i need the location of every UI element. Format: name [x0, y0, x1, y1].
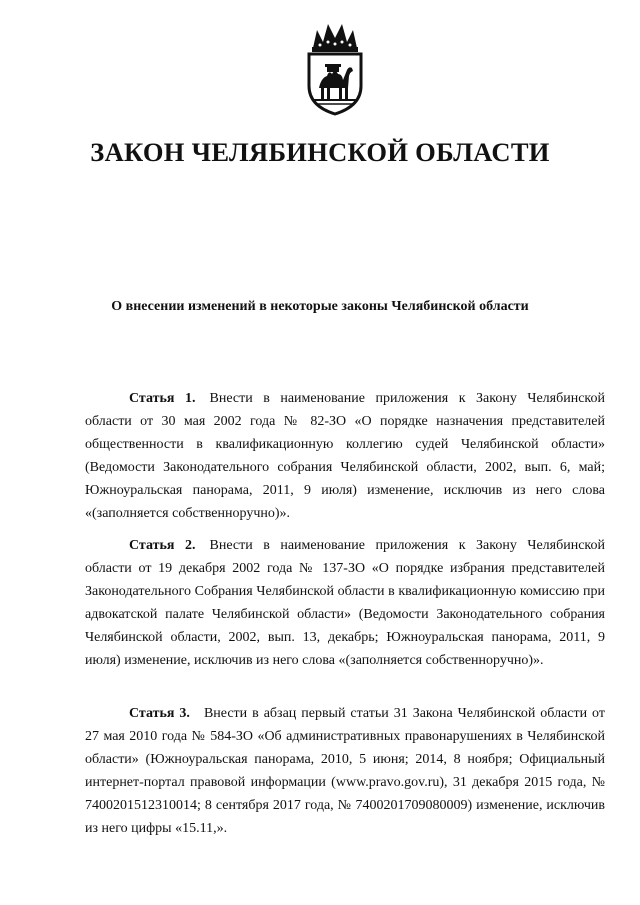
- article-1-label: Статья 1.: [129, 391, 196, 406]
- law-subtitle: О внесении изменений в некоторые законы Челябинской области: [111, 299, 529, 314]
- article-2-text: Внести в наименование приложения к Закону Челябинской области от 19 декабря 2002 года № 137-ЗО «О порядке избрания представителей Законодательного Собрания Челябинской области в квалификационную комиссию при адвокатской палате Челябинской области» (Ведомости Законодательного собрания Челябинской области, 2002, вып. 13, декабрь; Южноуральская панорама, 2011, 9 июля) изменение, исключив из него слова «(заполняется собственноручно)».: [85, 538, 605, 668]
- article-2: [85, 534, 605, 672]
- article-2-label: Статья 2.: [129, 538, 196, 553]
- coat-of-arms-icon: [299, 18, 371, 116]
- article-3: [85, 702, 605, 840]
- article-1: [85, 387, 605, 525]
- article-3-text: Внести в абзац первый статьи 31 Закона Челябинской области от 27 мая 2010 года № 584-ЗО «Об административных правонарушениях в Челябинской области» (Южноуральская панорама, 2010, 5 июня; 2014, 8 ноября; Официальный интернет-портал правовой информации (www.pravo.gov.ru), 31 декабря 2015 года, № 7400201512310014; 8 сентября 2017 года, № 7400201709080009) изменение, исключив из него цифры «15.11,».: [85, 706, 605, 836]
- article-1-text: Внести в наименование приложения к Закону Челябинской области от 30 мая 2002 года № 82-ЗО «О порядке назначения представителей общественности в квалификационную коллегию судей Челябинской области» (Ведомости Законодательного собрания Челябинской области, 2002, вып. 6, май; Южноуральская панорама, 2011, 9 июля) изменение, исключив из него слова «(заполняется собственноручно)».: [85, 391, 605, 521]
- law-title: ЗАКОН ЧЕЛЯБИНСКОЙ ОБЛАСТИ: [90, 137, 550, 167]
- article-3-label: Статья 3.: [129, 706, 190, 721]
